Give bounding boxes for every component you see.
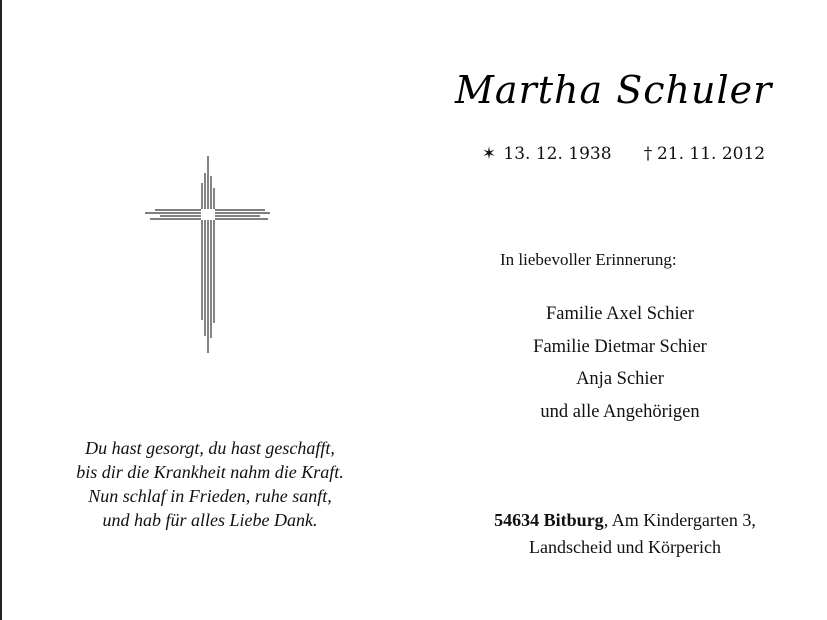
- family-line: Anja Schier: [576, 369, 664, 389]
- address: [445, 507, 805, 561]
- birth-star-icon: ✶: [481, 144, 497, 164]
- deceased-name: Martha Schuler: [455, 68, 773, 112]
- death-cross-icon: †: [643, 144, 653, 164]
- poem-line: bis dir die Krankheit nahm die Kraft.: [76, 462, 344, 482]
- memory-heading: In liebevoller Erinnerung:: [500, 250, 677, 269]
- birth-date: 13. 12. 1938: [503, 144, 612, 164]
- address-city: 54634 Bitburg: [494, 510, 604, 530]
- poem-line: und hab für alles Liebe Dank.: [102, 510, 318, 530]
- poem: [30, 436, 390, 532]
- poem-line: Du hast gesorgt, du hast geschafft,: [85, 438, 335, 458]
- family-line: Familie Axel Schier: [546, 304, 694, 324]
- life-dates: [480, 144, 780, 164]
- address-line-1: [445, 507, 805, 534]
- address-street: , Am Kindergarten 3,: [603, 510, 756, 530]
- death-date: 21. 11. 2012: [656, 144, 766, 164]
- left-border: [0, 0, 2, 620]
- family-list: [470, 298, 770, 428]
- cross-icon: [140, 148, 280, 358]
- family-line: und alle Angehörigen: [540, 401, 700, 422]
- poem-line: Nun schlaf in Frieden, ruhe sanft,: [88, 486, 332, 506]
- address-line-2: Landscheid und Körperich: [529, 537, 721, 557]
- family-line: Familie Dietmar Schier: [533, 336, 707, 357]
